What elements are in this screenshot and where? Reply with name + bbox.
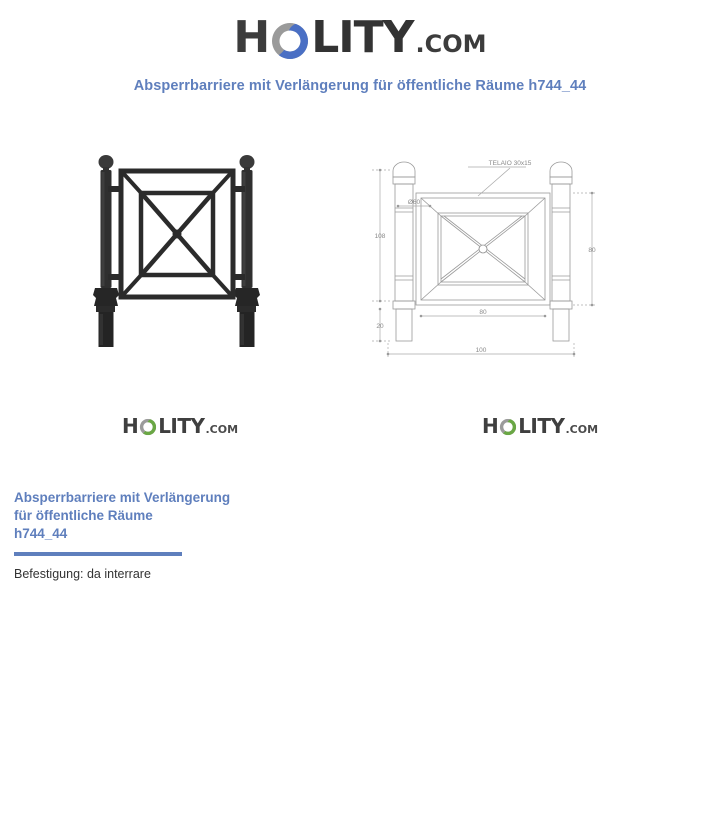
holity-logo[interactable] bbox=[233, 12, 487, 63]
watermark-letters-lity: LITY bbox=[518, 414, 565, 438]
annotation-frame-label: TELAIO 30x15 bbox=[488, 160, 532, 167]
page-title: Absperrbarriere mit Verlängerung für öffentliche Räume h744_44 bbox=[133, 78, 587, 94]
logo-letters-lity: LITY bbox=[311, 12, 414, 63]
product-title bbox=[14, 489, 414, 543]
annotation-total-width: 100 bbox=[475, 347, 487, 354]
holity-watermark bbox=[482, 416, 598, 436]
annotation-buried-depth: 20 bbox=[376, 323, 384, 330]
product-photo-cell bbox=[0, 146, 360, 446]
watermark-letters-lity: LITY bbox=[158, 414, 205, 438]
annotation-panel-height: 80 bbox=[588, 247, 596, 254]
watermark-left bbox=[0, 416, 360, 436]
annotation-total-height: 108 bbox=[374, 233, 386, 240]
watermark-right bbox=[360, 416, 720, 436]
split-ring-icon bbox=[139, 418, 157, 436]
product-detail-mounting: Befestigung: da interrare bbox=[14, 567, 151, 581]
logo-dotcom: .COM bbox=[415, 30, 487, 58]
watermark-letter-h: H bbox=[481, 414, 499, 438]
site-header bbox=[0, 0, 720, 63]
product-title-line-1: Absperrbarriere mit Verlängerung bbox=[14, 490, 231, 505]
watermark-letter-h: H bbox=[121, 414, 139, 438]
split-ring-icon bbox=[499, 418, 517, 436]
product-title-line-3: h744_44 bbox=[14, 526, 68, 541]
title-divider bbox=[14, 552, 182, 556]
technical-drawing[interactable] bbox=[360, 146, 720, 376]
watermark-dotcom: .COM bbox=[565, 423, 599, 436]
annotation-panel-width: 80 bbox=[479, 309, 487, 316]
watermark-dotcom: .COM bbox=[205, 423, 239, 436]
product-info-block bbox=[14, 489, 414, 581]
product-photo[interactable] bbox=[0, 146, 360, 376]
annotation-post-diameter: Ø60 bbox=[407, 199, 421, 206]
product-title-line-2: für öffentliche Räume bbox=[14, 508, 153, 523]
logo-letter-h: H bbox=[233, 12, 270, 63]
technical-drawing-cell bbox=[360, 146, 720, 446]
holity-watermark bbox=[122, 416, 238, 436]
split-ring-icon bbox=[270, 21, 310, 61]
media-row bbox=[0, 146, 720, 446]
